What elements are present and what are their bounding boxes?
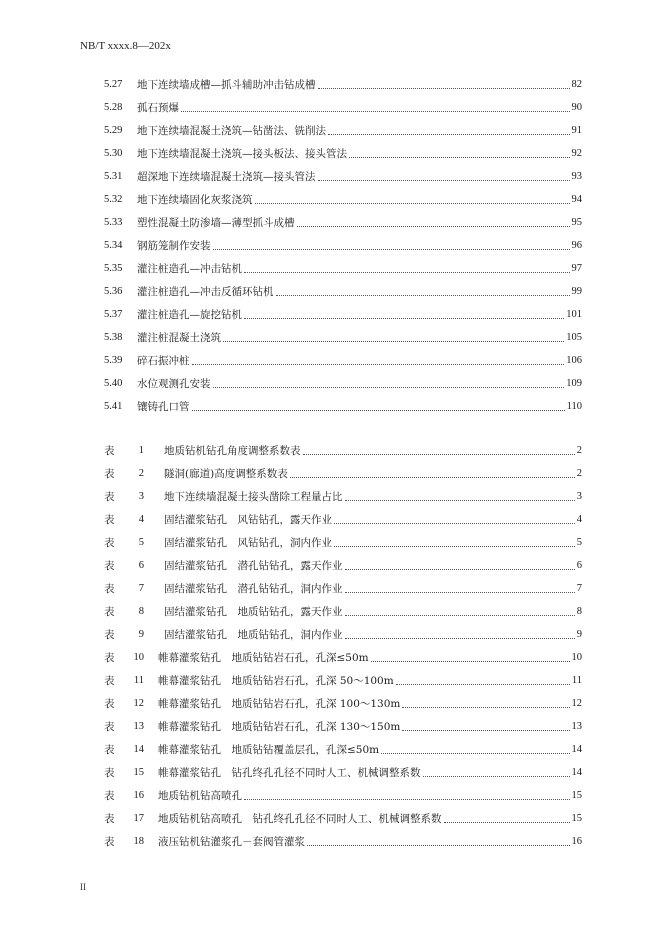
toc-entry[interactable]	[104, 260, 582, 276]
dot-leader	[345, 615, 575, 616]
dot-leader	[402, 707, 569, 708]
entry-number: 4	[138, 514, 144, 525]
entry-page: 11	[571, 675, 582, 686]
toc-table-entry[interactable]	[104, 442, 582, 458]
entry-number: 5	[138, 537, 144, 548]
entry-number: 5.37	[104, 309, 123, 320]
entry-page: 5	[576, 537, 582, 548]
dot-leader	[276, 295, 570, 296]
entry-title: 帷幕灌浆钻孔 地质钻钻岩石孔，孔深≤50m	[158, 652, 369, 664]
toc-table-entry[interactable]	[104, 649, 582, 665]
dot-leader	[290, 477, 575, 478]
entry-page: 92	[571, 148, 582, 159]
entry-title: 镶铸孔口管	[137, 401, 190, 413]
toc-table-entry[interactable]	[104, 603, 582, 619]
dot-leader	[213, 387, 565, 388]
toc-entry[interactable]	[104, 375, 582, 391]
toc-table-entry[interactable]	[104, 672, 582, 688]
toc-entry[interactable]	[104, 168, 582, 184]
toc-table-entry[interactable]	[104, 580, 582, 596]
entry-prefix: 表	[104, 698, 115, 710]
toc-entry[interactable]	[104, 283, 582, 299]
entry-title: 灌注桩混凝土浇筑	[137, 332, 221, 344]
entry-prefix: 表	[104, 445, 115, 457]
entry-title: 固结灌浆钻孔 潜孔钻钻孔，洞内作业	[164, 583, 343, 595]
dot-leader	[244, 318, 564, 319]
entry-title: 地质钻机钻孔角度调整系数表	[164, 445, 301, 457]
entry-number: 5.27	[104, 79, 123, 90]
toc-entry[interactable]	[104, 99, 582, 115]
entry-page: 15	[571, 813, 582, 824]
dot-leader	[345, 569, 575, 570]
entry-title: 水位观测孔安装	[137, 378, 211, 390]
entry-page: 99	[571, 286, 582, 297]
entry-title: 灌注桩造孔—冲击反循环钻机	[137, 286, 274, 298]
entry-prefix: 表	[104, 721, 115, 733]
dot-leader	[334, 523, 575, 524]
entry-number: 5.38	[104, 332, 123, 343]
entry-title: 碎石振冲桩	[137, 355, 190, 367]
toc-table-entry[interactable]	[104, 718, 582, 734]
entry-title: 帷幕灌浆钻孔 钻孔终孔孔径不同时人工、机械调整系数	[158, 767, 421, 779]
entry-page: 13	[571, 721, 582, 732]
entry-title: 帷幕灌浆钻孔 地质钻钻覆盖层孔，孔深≤50m	[158, 744, 380, 756]
entry-page: 2	[576, 468, 582, 479]
entry-prefix: 表	[104, 514, 115, 526]
dot-leader	[345, 638, 575, 639]
dot-leader	[349, 157, 570, 158]
dot-leader	[181, 111, 570, 112]
entry-number: 5.33	[104, 217, 123, 228]
entry-prefix: 表	[104, 813, 115, 825]
entry-title: 超深地下连续墙混凝土浇筑—接头管法	[137, 171, 316, 183]
entry-title: 灌注桩造孔—旋挖钻机	[137, 309, 242, 321]
entry-page: 12	[571, 698, 582, 709]
entry-number: 13	[133, 721, 144, 732]
dot-leader	[396, 684, 570, 685]
entry-page: 2	[576, 445, 582, 456]
dot-leader	[192, 364, 565, 365]
entry-number: 16	[133, 790, 144, 801]
entry-number: 17	[133, 813, 144, 824]
toc-table-entry[interactable]	[104, 764, 582, 780]
entry-title: 固结灌浆钻孔 风钻钻孔，洞内作业	[164, 537, 332, 549]
entry-title: 地下连续墙成槽—抓斗辅助冲击钻成槽	[137, 79, 316, 91]
dot-leader	[328, 134, 570, 135]
entry-title: 钢筋笼制作安装	[137, 240, 211, 252]
entry-prefix: 表	[104, 767, 115, 779]
entry-title: 固结灌浆钻孔 风钻钻孔，露天作业	[164, 514, 332, 526]
entry-page: 7	[576, 583, 582, 594]
entry-number: 5.36	[104, 286, 123, 297]
dot-leader	[402, 730, 569, 731]
entry-number: 6	[138, 560, 144, 571]
entry-page: 109	[566, 378, 582, 389]
entry-page: 10	[571, 652, 582, 663]
document-header: NB/T xxxx.8—202x	[80, 40, 171, 52]
entry-number: 5.39	[104, 355, 123, 366]
entry-prefix: 表	[104, 629, 115, 641]
entry-prefix: 表	[104, 836, 115, 848]
entry-prefix: 表	[104, 652, 115, 664]
toc-table-entry[interactable]	[104, 741, 582, 757]
entry-page: 16	[571, 836, 582, 847]
entry-prefix: 表	[104, 790, 115, 802]
dot-leader	[345, 500, 575, 501]
toc-table-entry[interactable]	[104, 488, 582, 504]
dot-leader	[297, 226, 570, 227]
entry-number: 18	[133, 836, 144, 847]
entry-number: 10	[133, 652, 144, 663]
entry-prefix: 表	[104, 744, 115, 756]
entry-page: 96	[571, 240, 582, 251]
entry-page: 9	[576, 629, 582, 640]
dot-leader	[318, 180, 570, 181]
entry-number: 5.28	[104, 102, 123, 113]
entry-number: 5.40	[104, 378, 123, 389]
toc-entry[interactable]	[104, 122, 582, 138]
toc-entry[interactable]	[104, 352, 582, 368]
toc-table-entry[interactable]	[104, 833, 582, 849]
dot-leader	[334, 546, 575, 547]
entry-page: 90	[571, 102, 582, 113]
entry-title: 地质钻机钻高喷孔 钻孔终孔孔径不同时人工、机械调整系数	[158, 813, 442, 825]
entry-number: 5.29	[104, 125, 123, 136]
toc-entry[interactable]	[104, 214, 582, 230]
entry-title: 固结灌浆钻孔 地质钻钻孔，洞内作业	[164, 629, 343, 641]
entry-title: 帷幕灌浆钻孔 地质钻钻岩石孔，孔深 100～130m	[158, 698, 401, 710]
entry-page: 14	[571, 744, 582, 755]
entry-number: 15	[133, 767, 144, 778]
entry-number: 5.31	[104, 171, 123, 182]
entry-page: 105	[566, 332, 582, 343]
toc-entry[interactable]	[104, 329, 582, 345]
entry-page: 101	[566, 309, 582, 320]
dot-leader	[244, 799, 570, 800]
page-number-footer: II	[80, 882, 86, 892]
entry-title: 地质钻机钻高喷孔	[158, 790, 242, 802]
toc-entry[interactable]	[104, 398, 582, 414]
entry-prefix: 表	[104, 537, 115, 549]
entry-number: 1	[138, 445, 144, 456]
entry-title: 液压钻机钻灌浆孔－套阀管灌浆	[158, 836, 305, 848]
entry-title: 地下连续墙混凝土浇筑—接头板法、接头管法	[137, 148, 347, 160]
entry-prefix: 表	[104, 583, 115, 595]
entry-number: 5.32	[104, 194, 123, 205]
entry-title: 塑性混凝土防渗墙—薄型抓斗成槽	[137, 217, 295, 229]
entry-page: 14	[571, 767, 582, 778]
entry-prefix: 表	[104, 675, 115, 687]
entry-number: 5.41	[104, 401, 123, 412]
entry-number: 9	[138, 629, 144, 640]
entry-page: 95	[571, 217, 582, 228]
entry-number: 5.34	[104, 240, 123, 251]
entry-title: 灌注桩造孔—冲击钻机	[137, 263, 242, 275]
toc-entry[interactable]	[104, 191, 582, 207]
entry-number: 11	[133, 675, 144, 686]
entry-page: 91	[571, 125, 582, 136]
dot-leader	[192, 410, 565, 411]
entry-page: 97	[571, 263, 582, 274]
entry-page: 4	[576, 514, 582, 525]
toc-table-entry[interactable]	[104, 557, 582, 573]
entry-title: 地下连续墙固化灰浆浇筑	[137, 194, 253, 206]
entry-prefix: 表	[104, 606, 115, 618]
dot-leader	[307, 845, 570, 846]
dot-leader	[213, 249, 570, 250]
toc-table-entry[interactable]	[104, 465, 582, 481]
entry-page: 3	[576, 491, 582, 502]
entry-number: 3	[138, 491, 144, 502]
entry-title: 固结灌浆钻孔 潜孔钻钻孔，露天作业	[164, 560, 343, 572]
entry-title: 地下连续墙混凝土接头凿除工程量占比	[164, 491, 343, 503]
dot-leader	[423, 776, 570, 777]
dot-leader	[371, 661, 570, 662]
entry-page: 94	[571, 194, 582, 205]
entry-page: 106	[566, 355, 582, 366]
entry-page: 6	[576, 560, 582, 571]
toc-table-entry[interactable]	[104, 626, 582, 642]
toc-entry[interactable]	[104, 145, 582, 161]
entry-page: 15	[571, 790, 582, 801]
toc-table-entry[interactable]	[104, 810, 582, 826]
entry-page: 8	[576, 606, 582, 617]
toc-table-entry[interactable]	[104, 511, 582, 527]
entry-title: 孤石预爆	[137, 102, 179, 114]
entry-number: 2	[138, 468, 144, 479]
entry-number: 14	[133, 744, 144, 755]
entry-title: 固结灌浆钻孔 地质钻钻孔，露天作业	[164, 606, 343, 618]
entry-prefix: 表	[104, 491, 115, 503]
entry-page: 93	[571, 171, 582, 182]
entry-title: 地下连续墙混凝土浇筑—钻凿法、铣削法	[137, 125, 326, 137]
entry-page: 110	[566, 401, 582, 412]
toc-table-entry[interactable]	[104, 695, 582, 711]
toc-entry[interactable]	[104, 306, 582, 322]
entry-number: 5.30	[104, 148, 123, 159]
entry-number: 8	[138, 606, 144, 617]
dot-leader	[223, 341, 564, 342]
toc-entry[interactable]	[104, 76, 582, 92]
entry-prefix: 表	[104, 468, 115, 480]
entry-prefix: 表	[104, 560, 115, 572]
entry-title: 帷幕灌浆钻孔 地质钻钻岩石孔，孔深 130～150m	[158, 721, 401, 733]
entry-number: 12	[133, 698, 144, 709]
dot-leader	[381, 753, 569, 754]
entry-title: 隧洞(廊道)高度调整系数表	[164, 468, 288, 480]
entry-number: 5.35	[104, 263, 123, 274]
dot-leader	[255, 203, 570, 204]
entry-page: 82	[571, 79, 582, 90]
entry-number: 7	[138, 583, 144, 594]
dot-leader	[444, 822, 570, 823]
dot-leader	[303, 454, 575, 455]
entry-title: 帷幕灌浆钻孔 地质钻钻岩石孔，孔深 50～100m	[158, 675, 394, 687]
toc-table-entry[interactable]	[104, 787, 582, 803]
toc-table-entry[interactable]	[104, 534, 582, 550]
toc-entry[interactable]	[104, 237, 582, 253]
dot-leader	[345, 592, 575, 593]
dot-leader	[244, 272, 570, 273]
dot-leader	[318, 88, 570, 89]
